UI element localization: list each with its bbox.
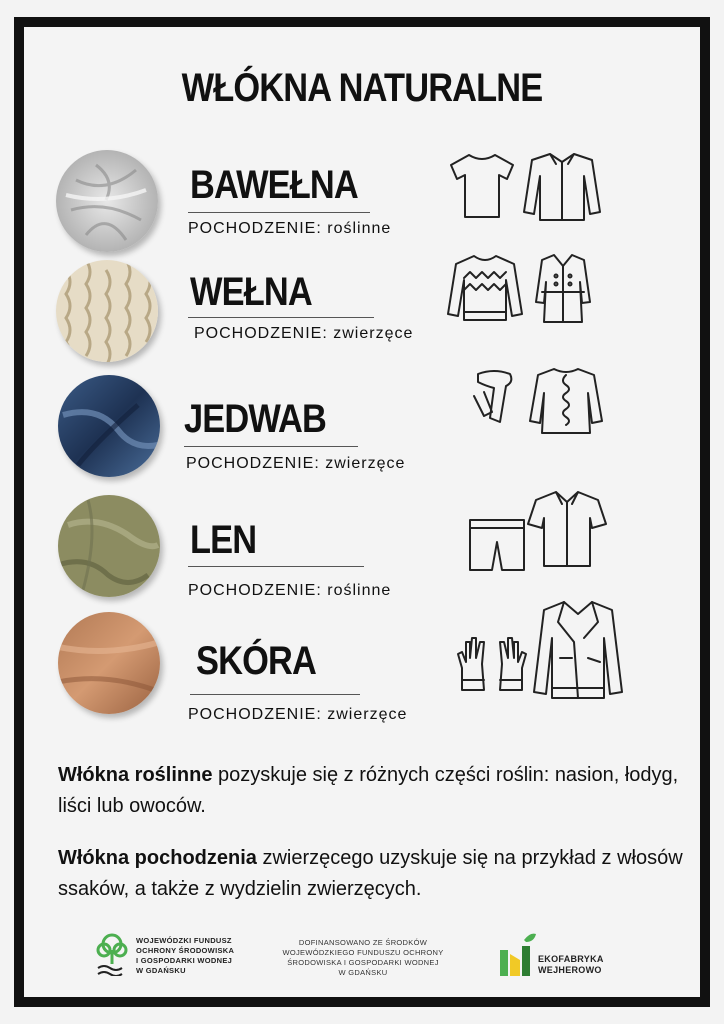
funding-line: ŚRODOWISKA I GOSPODARKI WODNEJ (287, 958, 439, 967)
silk-fabric-swatch (58, 375, 160, 477)
linen-fabric-swatch (58, 495, 160, 597)
logo-text-line: WEJHEROWO (538, 965, 602, 975)
logo-text-line: I GOSPODARKI WODNEJ (136, 956, 233, 965)
sweater-icon (446, 252, 524, 324)
logo-text-line: W GDAŃSKU (136, 966, 186, 975)
plant-fibers-bold: Włókna roślinne (58, 764, 213, 786)
divider (188, 566, 364, 567)
fiber-name: LEN (190, 518, 257, 562)
fiber-origin: POCHODZENIE: zwierzęce (188, 706, 408, 723)
page-title: WŁÓKNA NATURALNE (181, 66, 543, 110)
fiber-origin: POCHODZENIE: roślinne (188, 582, 392, 599)
plant-fibers-paragraph (58, 760, 688, 822)
leather-swatch (58, 612, 160, 714)
wool-fabric-swatch (56, 260, 158, 362)
scarf-icon (470, 368, 518, 424)
logo-text-line: WOJEWÓDZKI FUNDUSZ (136, 936, 232, 945)
fiber-name: WEŁNA (190, 270, 312, 314)
leather-jacket-icon (530, 598, 626, 702)
funding-line: DOFINANSOWANO ZE ŚRODKÓW (298, 938, 428, 947)
coat-icon (534, 252, 592, 324)
divider (190, 694, 360, 695)
ruffled-blouse-icon (526, 365, 606, 437)
fiber-origin: POCHODZENIE: roślinne (188, 220, 392, 237)
logo-text-line: OCHRONY ŚRODOWISKA (136, 946, 235, 955)
divider (188, 212, 370, 213)
shorts-icon (466, 516, 528, 574)
shirt-icon (520, 150, 604, 222)
gloves-icon (454, 634, 530, 694)
fiber-name: BAWEŁNA (190, 163, 358, 207)
fiber-name: SKÓRA (196, 639, 316, 683)
divider (184, 446, 358, 447)
cotton-fabric-swatch (56, 150, 158, 252)
animal-fibers-text: zwierzęcego uzyskuje się na przykład z włosów ssaków, a także z wydzielin zwierzęcych. (58, 847, 683, 900)
short-sleeve-shirt-icon (526, 488, 608, 570)
fiber-origin: POCHODZENIE: zwierzęce (194, 325, 414, 342)
factory-logo-icon (498, 930, 538, 978)
funding-line: W GDAŃSKU (338, 968, 388, 977)
logo-text-line: EKOFABRYKA (538, 954, 604, 964)
funding-line: WOJEWÓDZKIEGO FUNDUSZU OCHRONY (282, 948, 444, 957)
funding-note (272, 938, 454, 978)
plant-fibers-text: pozyskuje się z różnych części roślin: nasion, łodyg, liści lub owoców. (58, 764, 679, 817)
divider (188, 317, 374, 318)
tree-logo-icon (92, 932, 132, 976)
fiber-origin: POCHODZENIE: zwierzęce (186, 455, 406, 472)
animal-fibers-bold: Włókna pochodzenia (58, 847, 257, 869)
t-shirt-icon (447, 151, 517, 221)
fiber-name: JEDWAB (184, 397, 327, 441)
animal-fibers-paragraph (58, 843, 688, 905)
